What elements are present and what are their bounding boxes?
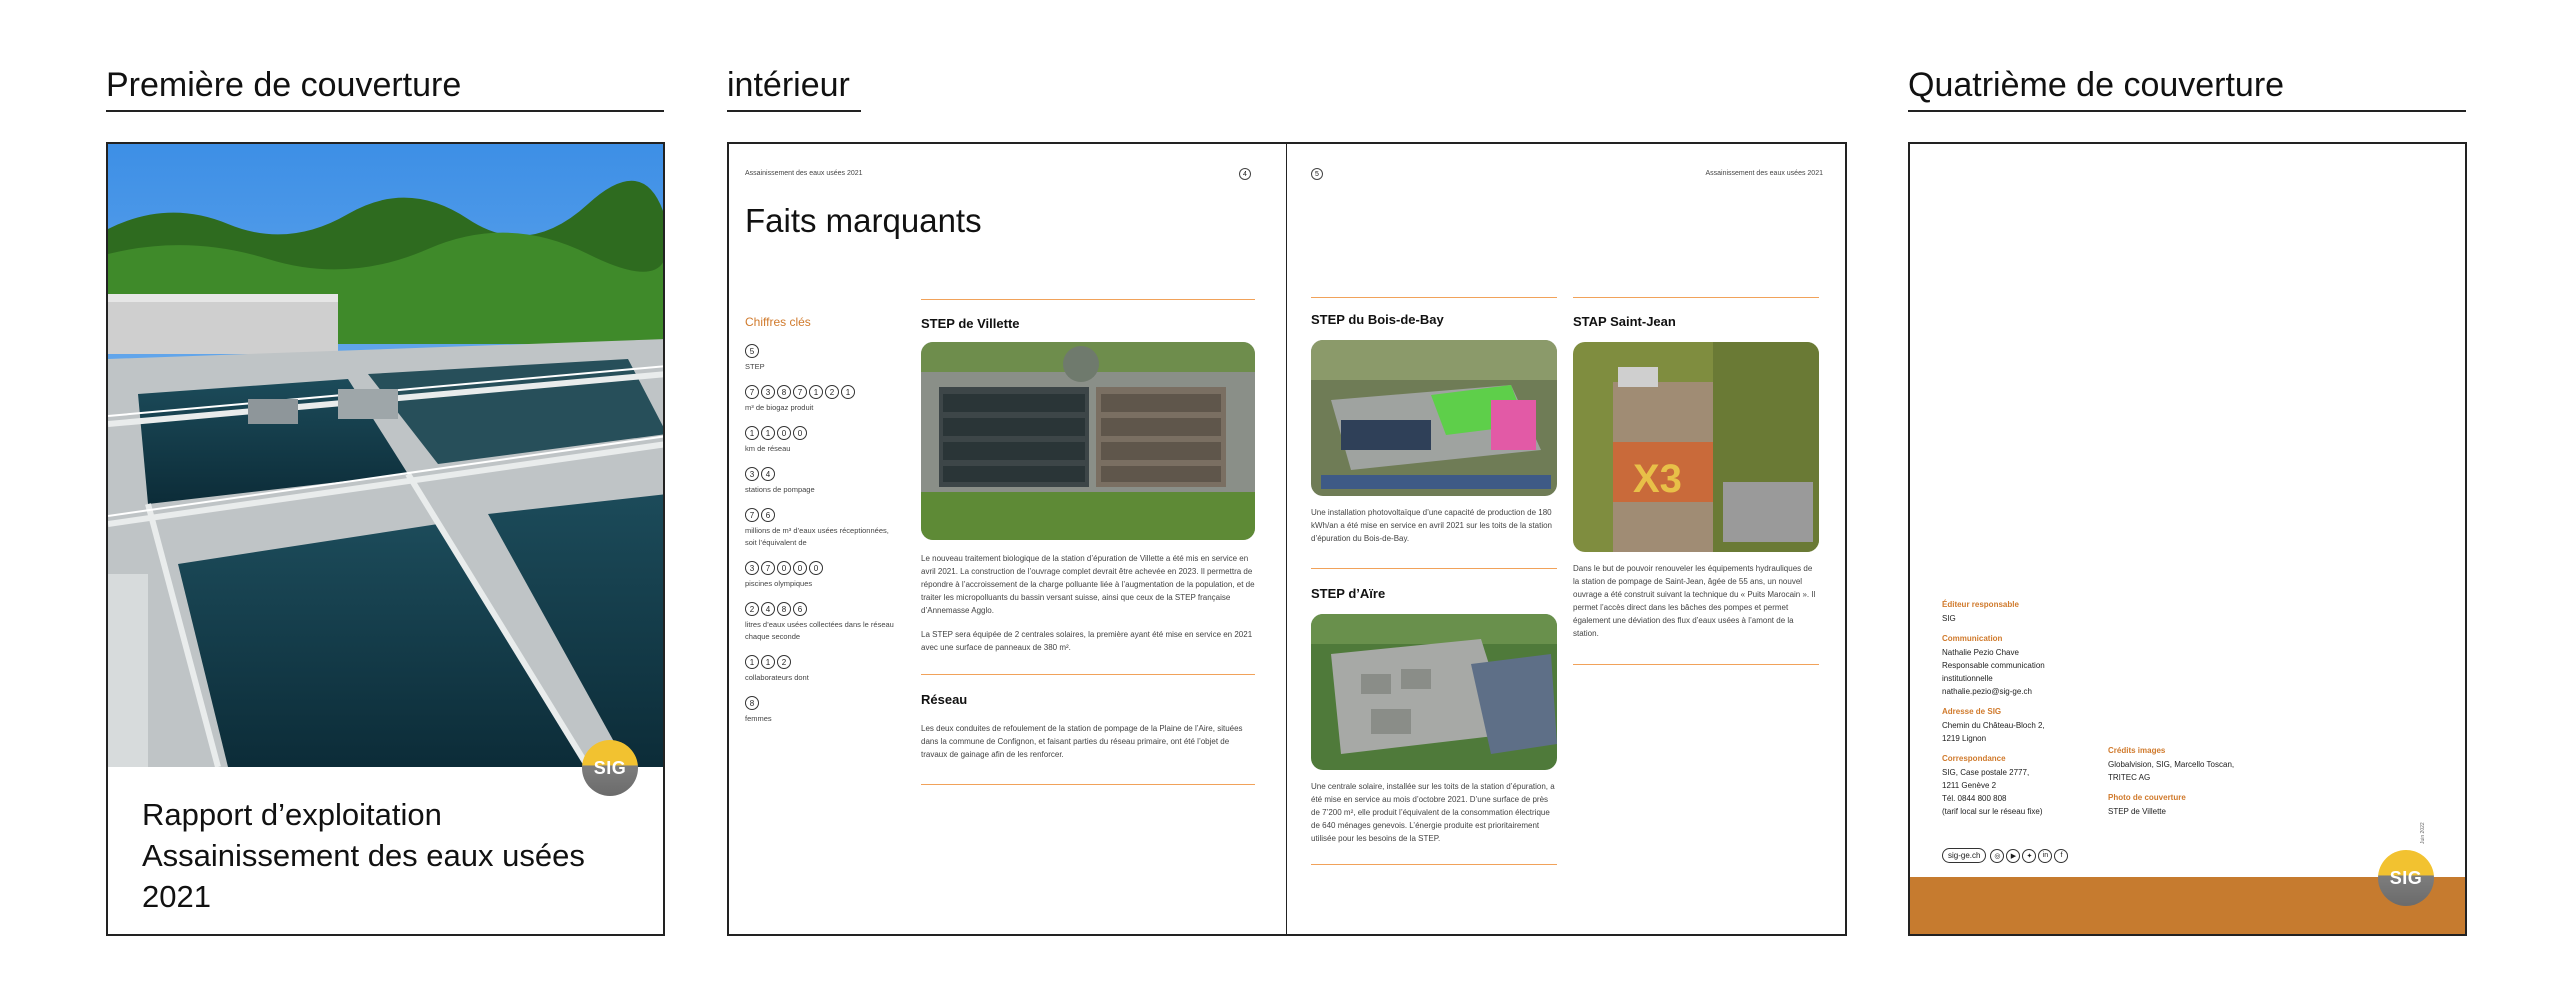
stap-paragraph: Dans le but de pouvoir renouveler les équipements hydrauliques de la station de pompage de Saint-Jean, âgée de 55 ans, un nouvel ouvrage a été construit suivant la technique du « Puits Marocain ». Il permet l’accès direct dans les bâches des pompes et permet également une déviation des flux d’eaux usées à l’amont de la station. xyxy=(1573,564,1816,638)
key-figure-label: piscines olympiques xyxy=(745,579,813,588)
divider xyxy=(921,674,1255,675)
website-pill[interactable]: sig-ge.ch xyxy=(1942,848,1986,863)
digit-bubble: 0 xyxy=(809,561,823,575)
key-figure-label: km de réseau xyxy=(745,444,791,453)
aire-title: STEP d’Aïre xyxy=(1311,586,1386,601)
digit-bubble: 0 xyxy=(777,426,791,440)
cover-photo-label: Photo de couverture xyxy=(2108,793,2186,802)
linkedin-icon[interactable]: in xyxy=(2038,849,2052,863)
heading-interior: intérieur xyxy=(727,66,850,104)
divider xyxy=(1573,664,1819,665)
heading-cover: Première de couverture xyxy=(106,66,462,104)
key-figure-digits xyxy=(745,602,895,616)
communication-email: nathalie.pezio@sig-ge.ch xyxy=(1942,687,2032,696)
digit-bubble: 1 xyxy=(809,385,823,399)
key-figure-digits xyxy=(745,696,895,710)
interior-right-page xyxy=(1286,142,1847,936)
digit-bubble: 8 xyxy=(777,602,791,616)
heading-cover-rule xyxy=(106,110,664,112)
digit-bubble: 3 xyxy=(761,385,775,399)
stap-title: STAP Saint-Jean xyxy=(1573,314,1676,329)
editor-value: SIG xyxy=(1942,614,1956,623)
digit-bubble: 0 xyxy=(793,561,807,575)
facebook-icon[interactable]: f xyxy=(2054,849,2068,863)
communication-label: Communication xyxy=(1942,634,2003,643)
stap-photo xyxy=(1573,342,1819,552)
bois-paragraph: Une installation photovoltaïque d’une capacité de production de 180 kWh/an a été mise en service en avril 2021 sur les toits de la station d’épuration du Bois-de-Bay. xyxy=(1311,508,1553,543)
digit-bubble: 6 xyxy=(761,508,775,522)
credits-label: Crédits images xyxy=(2108,746,2166,755)
heading-back-rule xyxy=(1908,110,2466,112)
digit-bubble: 4 xyxy=(761,467,775,481)
key-figure xyxy=(745,602,895,643)
digit-bubble: 7 xyxy=(761,561,775,575)
key-figure-label: millions de m³ d’eaux usées réceptionnées, soit l’équivalent de xyxy=(745,526,889,547)
key-figure xyxy=(745,561,895,590)
digit-bubble: 1 xyxy=(761,426,775,440)
twitter-icon[interactable]: ✦ xyxy=(2022,849,2036,863)
cover-page xyxy=(106,142,665,936)
key-figure-digits xyxy=(745,655,895,669)
back-col-left xyxy=(1942,600,2112,818)
heading-back-cover: Quatrième de couverture xyxy=(1908,66,2285,104)
digit-bubble: 2 xyxy=(777,655,791,669)
cover-title-line3: 2021 xyxy=(142,879,211,914)
key-figure xyxy=(745,655,895,684)
digit-bubble: 4 xyxy=(761,602,775,616)
digit-bubble: 5 xyxy=(745,344,759,358)
correspondence-line: 1211 Genève 2 xyxy=(1942,781,1997,790)
communication-line: Nathalie Pezio Chave xyxy=(1942,648,2019,657)
page-number-left xyxy=(1239,168,1251,180)
divider xyxy=(921,784,1255,785)
communication-line: Responsable communication xyxy=(1942,661,2045,670)
key-figure-label: STEP xyxy=(745,362,765,371)
key-figure-label: collaborateurs dont xyxy=(745,673,809,682)
communication-line: institutionnelle xyxy=(1942,674,1993,683)
divider xyxy=(1573,297,1819,298)
digit-bubble: 0 xyxy=(777,561,791,575)
villette-photo xyxy=(921,342,1255,540)
key-figures-title: Chiffres clés xyxy=(745,315,811,329)
digit-bubble: 7 xyxy=(793,385,807,399)
page-number-right-value: 5 xyxy=(1315,170,1319,178)
editor-label: Éditeur responsable xyxy=(1942,600,2019,609)
villette-paragraph-1: Le nouveau traitement biologique de la station d’épuration de Villette a été mis en service en avril 2021. La construction de l’ouvrage complet devrait être achevée en 2023. Il permettra de répondre à l’accroissement de la charge polluante liée à l’augmentation de la population, et de traiter les micropolluants du bassin versant suisse, ainsi que ceux de la STEP française d’Annemasse Agglo. xyxy=(921,554,1255,615)
address-label: Adresse de SIG xyxy=(1942,707,2002,716)
key-figure-label: m³ de biogaz produit xyxy=(745,403,814,412)
key-figure-digits xyxy=(745,508,895,522)
key-figures-list xyxy=(745,344,895,737)
divider xyxy=(921,299,1255,300)
interior-left-page xyxy=(727,142,1287,936)
digit-bubble: 1 xyxy=(841,385,855,399)
digit-bubble: 7 xyxy=(745,508,759,522)
key-figure xyxy=(745,385,895,414)
page-number-left-value: 4 xyxy=(1243,170,1247,178)
digit-bubble: 2 xyxy=(745,602,759,616)
page-title: Faits marquants xyxy=(745,202,982,239)
villette-paragraph-2: La STEP sera équipée de 2 centrales solaires, la première ayant été mise en service en 2021 avec une surface de panneaux de 380 m². xyxy=(921,630,1253,652)
vertical-note: Juin 2022 xyxy=(2420,822,2426,844)
divider xyxy=(1311,568,1557,569)
youtube-icon[interactable]: ▶ xyxy=(2006,849,2020,863)
key-figure xyxy=(745,467,895,496)
cover-title xyxy=(142,794,585,917)
key-figure-digits xyxy=(745,426,895,440)
svg-text:X3: X3 xyxy=(1633,457,1682,501)
digit-bubble: 1 xyxy=(745,426,759,440)
running-header-right: Assainissement des eaux usées 2021 xyxy=(1705,170,1823,177)
back-col-right xyxy=(2108,746,2308,818)
key-figure-label: stations de pompage xyxy=(745,485,815,494)
key-figure xyxy=(745,696,895,725)
digit-bubble: 7 xyxy=(745,385,759,399)
bois-photo xyxy=(1311,340,1557,496)
key-figure-digits xyxy=(745,385,895,399)
key-figure xyxy=(745,426,895,455)
cover-photo xyxy=(108,144,663,767)
address-line: 1219 Lignon xyxy=(1942,734,1987,743)
digit-bubble: 3 xyxy=(745,561,759,575)
divider xyxy=(1311,864,1557,865)
digit-bubble: 1 xyxy=(761,655,775,669)
running-header-left: Assainissement des eaux usées 2021 xyxy=(745,170,863,177)
aire-paragraph: Une centrale solaire, installée sur les toits de la station d’épuration, a été mise en service au mois d’octobre 2021. D’une surface de près de 7’200 m², elle produit l’équivalent de la consommation électrique de 640 ménages genevois. L’énergie produite est prioritairement utilisée pour les besoins de la STEP. xyxy=(1311,782,1555,843)
key-figure-digits xyxy=(745,344,895,358)
address-line: Chemin du Château-Bloch 2, xyxy=(1942,721,2045,730)
correspondence-line: Tél. 0844 800 808 xyxy=(1942,794,2007,803)
page-number-right xyxy=(1311,168,1323,180)
reseau-paragraph: Les deux conduites de refoulement de la station de pompage de la Plaine de l’Aire, situées dans la commune de Confignon, et faisant parties du réseau primaire, ont été l’objet de travaux de gainage afin de les renforcer. xyxy=(921,724,1243,759)
digit-bubble: 1 xyxy=(745,655,759,669)
correspondence-label: Correspondance xyxy=(1942,754,2006,763)
key-figure xyxy=(745,344,895,373)
digit-bubble: 2 xyxy=(825,385,839,399)
key-figure xyxy=(745,508,895,549)
sig-logo: SIG xyxy=(582,740,638,796)
aire-photo xyxy=(1311,614,1557,770)
heading-interior-rule xyxy=(727,110,861,112)
cover-photo-value: STEP de Villette xyxy=(2108,807,2166,816)
correspondence-line: SIG, Case postale 2777, xyxy=(1942,768,2030,777)
villette-title: STEP de Villette xyxy=(921,316,1020,331)
digit-bubble: 3 xyxy=(745,467,759,481)
key-figure-label: litres d’eaux usées collectées dans le réseau chaque seconde xyxy=(745,620,894,641)
digit-bubble: 8 xyxy=(777,385,791,399)
bois-title: STEP du Bois-de-Bay xyxy=(1311,312,1444,327)
key-figure-digits xyxy=(745,467,895,481)
credits-line: TRITEC AG xyxy=(2108,773,2151,782)
digit-bubble: 6 xyxy=(793,602,807,616)
cover-title-line2: Assainissement des eaux usées xyxy=(142,838,585,873)
key-figure-label: femmes xyxy=(745,714,772,723)
social-row xyxy=(1942,848,2070,863)
reseau-title: Réseau xyxy=(921,692,968,707)
cover-title-line1: Rapport d’exploitation xyxy=(142,797,442,832)
back-cover-page xyxy=(1908,142,2467,936)
key-figure-digits xyxy=(745,561,895,575)
correspondence-line: (tarif local sur le réseau fixe) xyxy=(1942,807,2043,816)
digit-bubble: 0 xyxy=(793,426,807,440)
instagram-icon[interactable]: ◎ xyxy=(1990,849,2004,863)
sig-logo-back: SIG xyxy=(2378,850,2434,906)
digit-bubble: 8 xyxy=(745,696,759,710)
credits-line: Globalvision, SIG, Marcello Toscan, xyxy=(2108,760,2235,769)
divider xyxy=(1311,297,1557,298)
